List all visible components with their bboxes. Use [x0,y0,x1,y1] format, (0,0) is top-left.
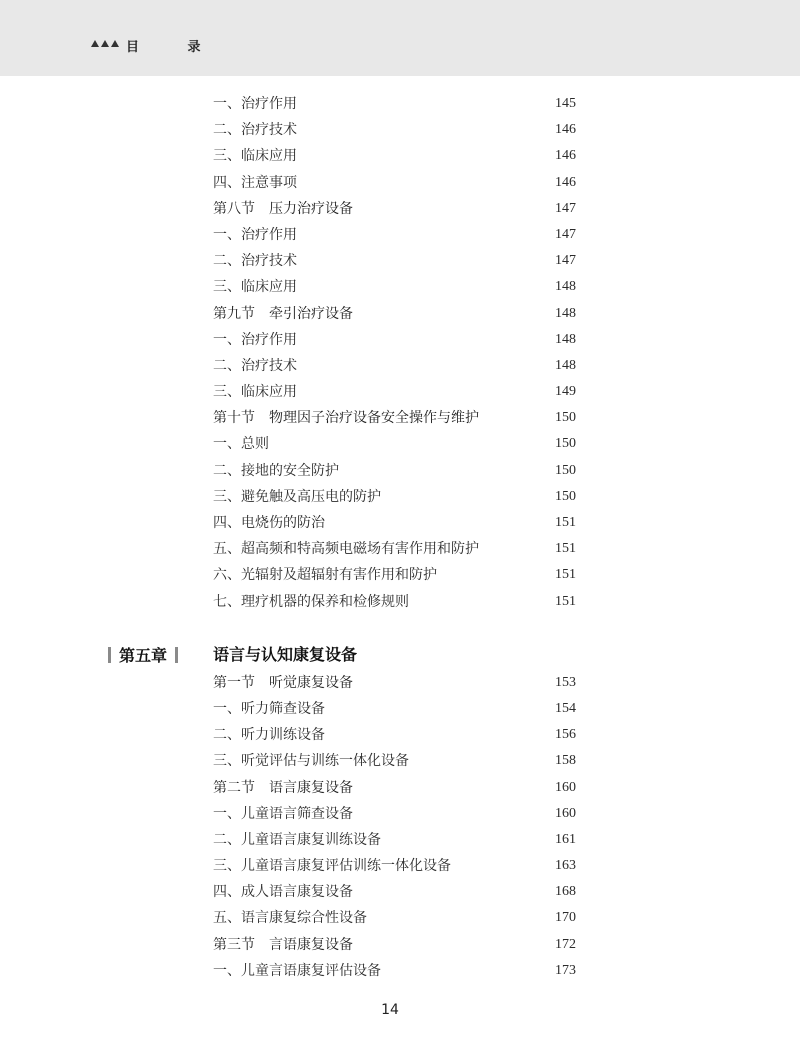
toc-entry-page: 160 [555,805,576,821]
toc-section-entry[interactable] [0,196,800,222]
toc-entry-page: 147 [555,226,576,242]
toc-entry-page: 151 [555,567,576,583]
toc-entry-page: 148 [555,305,576,321]
toc-entry-page: 168 [555,884,576,900]
toc-entry[interactable] [0,510,800,536]
toc-entry-page: 146 [555,148,576,164]
toc-entry-title: 一、治疗作用 [213,226,297,243]
toc-section-entry[interactable] [0,932,800,958]
toc-entry-title: 一、治疗作用 [213,331,297,348]
toc-entry-title: 七、理疗机器的保养和检修规则 [213,593,409,610]
toc-entry-title: 二、儿童语言康复训练设备 [213,831,381,848]
toc-entry-page: 150 [555,436,576,452]
toc-entry[interactable] [0,143,800,169]
toc-entry-page: 153 [555,674,576,690]
toc-entry[interactable] [0,853,800,879]
toc-entry-title: 第一节 听觉康复设备 [213,674,353,691]
toc-entry-page: 147 [555,253,576,269]
toc-entry[interactable] [0,589,800,615]
toc-entry-title: 三、儿童语言康复评估训练一体化设备 [213,858,451,875]
toc-entry-title: 一、儿童语言筛查设备 [213,805,353,822]
table-of-contents [0,91,800,984]
toc-entry[interactable] [0,696,800,722]
toc-entry-page: 151 [555,541,576,557]
toc-entry-page: 146 [555,122,576,138]
header-title: 目 录 [126,40,223,55]
page-number: 14 [381,1002,399,1018]
toc-entry[interactable] [0,748,800,774]
chapter-gap [0,615,800,642]
toc-entry-page: 145 [555,96,576,111]
chapter-bar-right [175,647,178,663]
triangle-icon [101,40,109,47]
toc-entry-title: 三、临床应用 [213,148,297,165]
chapter-heading[interactable] [0,642,800,670]
toc-list-before [0,91,800,615]
chapter-title: 语言与认知康复设备 [213,644,358,664]
toc-entry-title: 一、总则 [213,436,269,453]
toc-entry-title: 三、听觉评估与训练一体化设备 [213,753,409,770]
toc-section-entry[interactable] [0,301,800,327]
toc-entry[interactable] [0,222,800,248]
running-header [0,0,800,76]
toc-entry-page: 149 [555,384,576,400]
toc-entry[interactable] [0,484,800,510]
toc-entry[interactable] [0,879,800,905]
toc-list-after [0,670,800,984]
header-triangle-marks [91,40,119,47]
toc-entry-title: 三、临床应用 [213,384,297,401]
toc-section-entry[interactable] [0,670,800,696]
toc-entry-title: 一、儿童言语康复评估设备 [213,962,381,979]
toc-entry-page: 160 [555,779,576,795]
toc-entry-title: 二、治疗技术 [213,253,297,270]
toc-entry-page: 146 [555,174,576,190]
toc-entry-title: 四、成人语言康复设备 [213,884,353,901]
toc-entry[interactable] [0,905,800,931]
toc-entry-title: 五、语言康复综合性设备 [213,910,367,927]
toc-entry[interactable] [0,327,800,353]
toc-entry-page: 170 [555,910,576,926]
toc-section-entry[interactable] [0,405,800,431]
toc-entry-page: 150 [555,488,576,504]
toc-entry-title: 二、接地的安全防护 [213,462,339,479]
toc-entry[interactable] [0,958,800,984]
toc-entry-title: 四、注意事项 [213,174,297,191]
toc-entry-title: 三、临床应用 [213,279,297,296]
toc-entry-page: 161 [555,831,576,847]
toc-entry[interactable] [0,431,800,457]
toc-entry[interactable] [0,379,800,405]
toc-entry[interactable] [0,274,800,300]
toc-entry-page: 148 [555,331,576,347]
toc-entry-title: 二、听力训练设备 [213,727,325,744]
toc-entry-page: 150 [555,410,576,426]
toc-entry-title: 第九节 牵引治疗设备 [213,305,353,322]
toc-entry-page: 150 [555,462,576,478]
toc-entry[interactable] [0,458,800,484]
toc-entry[interactable] [0,353,800,379]
toc-entry-title: 二、治疗技术 [213,357,297,374]
toc-entry-page: 158 [555,753,576,769]
toc-entry[interactable] [0,827,800,853]
toc-entry-title: 第三节 言语康复设备 [213,936,353,953]
toc-entry-page: 163 [555,858,576,874]
toc-entry[interactable] [0,170,800,196]
triangle-icon [91,40,99,47]
toc-entry[interactable] [0,536,800,562]
toc-entry[interactable] [0,562,800,588]
toc-entry-page: 156 [555,727,576,743]
toc-entry-title: 二、治疗技术 [213,122,297,139]
toc-entry-title: 一、听力筛查设备 [213,700,325,717]
toc-entry-page: 151 [555,515,576,530]
toc-entry[interactable] [0,117,800,143]
toc-entry-title: 一、治疗作用 [213,96,297,112]
toc-entry-title: 六、光辐射及超辐射有害作用和防护 [213,567,437,584]
chapter-label-box [108,644,178,666]
chapter-label: 第五章 [119,646,168,666]
toc-entry-title: 第八节 压力治疗设备 [213,200,353,217]
toc-entry-page: 147 [555,200,576,216]
toc-entry-page: 148 [555,357,576,373]
toc-section-entry[interactable] [0,775,800,801]
toc-entry-title: 第二节 语言康复设备 [213,779,353,796]
toc-entry-title: 第十节 物理因子治疗设备安全操作与维护 [213,410,479,427]
toc-entry-page: 154 [555,700,576,716]
toc-entry-page: 173 [555,962,576,978]
toc-entry[interactable] [0,91,800,117]
triangle-icon [111,40,119,47]
toc-entry-page: 148 [555,279,576,295]
toc-entry-title: 三、避免触及高压电的防护 [213,488,381,505]
toc-entry[interactable] [0,722,800,748]
toc-entry-page: 172 [555,936,576,952]
toc-entry-title: 四、电烧伤的防治 [213,515,325,531]
toc-entry-page: 151 [555,593,576,609]
toc-entry-title: 五、超高频和特高频电磁场有害作用和防护 [213,541,479,558]
toc-entry[interactable] [0,248,800,274]
toc-entry[interactable] [0,801,800,827]
